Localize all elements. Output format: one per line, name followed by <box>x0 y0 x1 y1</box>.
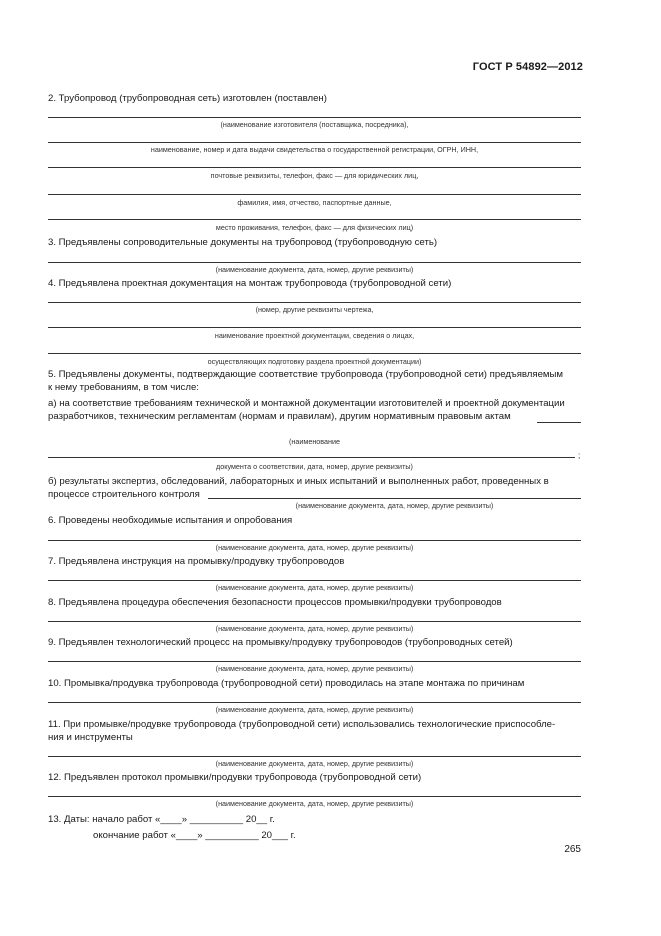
fill-line[interactable] <box>48 540 581 541</box>
caption-document: (наименование документа, дата, номер, другие реквизиты) <box>215 265 414 274</box>
item-7-text: 7. Предъявлена инструкция на промывку/продувку трубопроводов <box>48 556 345 567</box>
item-4-text: 4. Предъявлена проектная документация на монтаж трубопровода (трубопроводной сети) <box>48 278 452 289</box>
caption-document: (наименование документа, дата, номер, другие реквизиты) <box>215 543 414 552</box>
fill-line[interactable] <box>48 142 581 143</box>
caption-document: (наименование документа, дата, номер, другие реквизиты) <box>215 664 414 673</box>
standard-header: ГОСТ Р 54892—2012 <box>472 61 583 73</box>
page-number: 265 <box>564 844 581 855</box>
fill-line[interactable] <box>48 194 581 195</box>
caption-document: (наименование документа, дата, номер, другие реквизиты) <box>215 759 414 768</box>
fill-line[interactable] <box>537 422 581 423</box>
item-5b-text-line1: б) результаты экспертиз, обследований, лабораторных и иных испытаний и выполненных работ, проведенных в <box>48 476 549 487</box>
fill-line[interactable] <box>48 621 581 622</box>
caption-registration: наименование, номер и дата выдачи свидетельства о государственной регистрации, ОГРН, ИНН, <box>150 145 479 154</box>
item-9-text: 9. Предъявлен технологический процесс на промывку/продувку трубопроводов (трубопроводных сетей) <box>48 637 513 648</box>
item-5a-text-line2: разработчиков, техническим регламентам (нормам и правилам), другим нормативным правовым актам <box>48 411 511 422</box>
item-5-text-line1: 5. Предъявлены документы, подтверждающие соответствие трубопровода (трубопроводной сети) предъявляемым <box>48 369 563 380</box>
item-11-text-line1: 11. При промывке/продувке трубопровода (трубопроводной сети) использовались технологические приспособле- <box>48 719 556 730</box>
fill-line[interactable] <box>48 457 575 458</box>
caption-legal-contacts: почтовые реквизиты, телефон, факс — для юридических лиц, <box>210 171 419 180</box>
end-mark: ; <box>578 451 581 460</box>
caption-document: (наименование документа, дата, номер, другие реквизиты) <box>215 624 414 633</box>
item-10-text: 10. Промывка/продувка трубопровода (трубопроводной сети) проводилась на этапе монтажа по причинам <box>48 678 525 689</box>
fill-line[interactable] <box>48 262 581 263</box>
caption-document: (наименование документа, дата, номер, другие реквизиты) <box>295 501 494 510</box>
fill-line[interactable] <box>48 219 581 220</box>
caption-project-authors: осуществляющих подготовку раздела проектной документации) <box>207 357 422 366</box>
item-5a-text-line1: а) на соответствие требованиям технической и монтажной документации изготовителей и проектной документации <box>48 398 565 409</box>
item-11-text-line2: ния и инструменты <box>48 732 133 743</box>
fill-line[interactable] <box>48 327 581 328</box>
item-12-text: 12. Предъявлен протокол промывки/продувки трубопровода (трубопроводной сети) <box>48 772 422 783</box>
fill-line[interactable] <box>208 498 581 499</box>
caption-document: (наименование документа, дата, номер, другие реквизиты) <box>215 799 414 808</box>
item-13-end-date: окончание работ «____» __________ 20___ г. <box>93 830 296 841</box>
fill-line[interactable] <box>48 661 581 662</box>
fill-line[interactable] <box>48 117 581 118</box>
item-8-text: 8. Предъявлена процедура обеспечения безопасности процессов промывки/продувки трубопроводов <box>48 597 502 608</box>
caption-person-contacts: место проживания, телефон, факс — для физических лиц) <box>215 223 414 232</box>
fill-line[interactable] <box>48 302 581 303</box>
fill-line[interactable] <box>48 167 581 168</box>
caption-manufacturer: (наименование изготовителя (поставщика, посредника), <box>220 120 409 129</box>
caption-person-name: фамилия, имя, отчество, паспортные данные, <box>237 198 392 207</box>
caption-conformity-doc: документа о соответствии, дата, номер, другие реквизиты) <box>216 462 413 471</box>
caption-drawing: (номер, другие реквизиты чертежа, <box>255 305 374 314</box>
item-3-text: 3. Предъявлены сопроводительные документы на трубопровод (трубопроводную сеть) <box>48 237 438 248</box>
fill-line[interactable] <box>48 702 581 703</box>
fill-line[interactable] <box>48 353 581 354</box>
item-5b-text-line2: процессе строительного контроля <box>48 489 200 500</box>
caption-document: (наименование документа, дата, номер, другие реквизиты) <box>215 705 414 714</box>
item-13-start-date: 13. Даты: начало работ «____» __________ 20__ г. <box>48 814 275 825</box>
fill-line[interactable] <box>48 796 581 797</box>
fill-line[interactable] <box>48 580 581 581</box>
caption-document: (наименование документа, дата, номер, другие реквизиты) <box>215 583 414 592</box>
item-5-text-line2: к нему требованиям, в том числе: <box>48 382 199 393</box>
fill-line[interactable] <box>48 756 581 757</box>
item-2-text: 2. Трубопровод (трубопроводная сеть) изготовлен (поставлен) <box>48 93 327 104</box>
item-6-text: 6. Проведены необходимые испытания и опробования <box>48 515 293 526</box>
caption-project-docs: наименование проектной документации, сведения о лицах, <box>214 331 415 340</box>
caption-naming: (наименование <box>289 437 340 446</box>
